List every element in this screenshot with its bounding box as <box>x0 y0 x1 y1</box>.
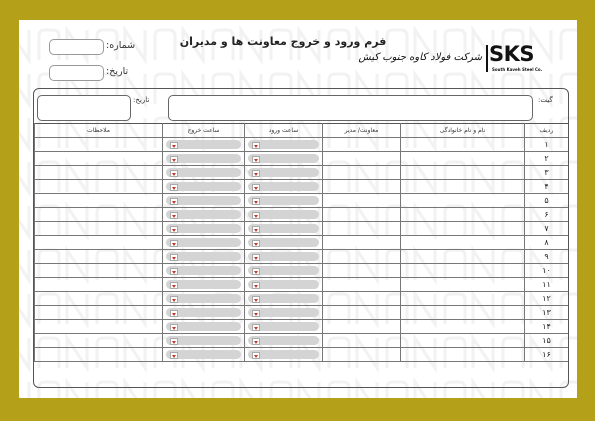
dropdown-caret-icon[interactable] <box>170 268 178 275</box>
dropdown-caret-icon[interactable] <box>252 324 260 331</box>
dropdown-caret-icon[interactable] <box>252 254 260 261</box>
date-label: تاریخ: <box>106 66 129 77</box>
dropdown-caret-icon[interactable] <box>170 240 178 247</box>
deputy-cell[interactable] <box>323 194 401 208</box>
name-cell[interactable] <box>401 194 525 208</box>
row-number: ۱۱ <box>525 278 569 292</box>
deputy-cell[interactable] <box>323 180 401 194</box>
dropdown-caret-icon[interactable] <box>252 226 260 233</box>
notes-cell[interactable] <box>35 278 163 292</box>
exit-time-dropdown[interactable] <box>166 336 241 345</box>
row-number: ۱ <box>525 138 569 152</box>
exit-time-dropdown[interactable] <box>166 294 241 303</box>
company-name-fa: شرکت فولاد کاوه جنوب کیش <box>358 52 482 63</box>
name-cell[interactable] <box>401 208 525 222</box>
entry-time-dropdown[interactable] <box>248 182 319 191</box>
dropdown-caret-icon[interactable] <box>170 324 178 331</box>
table-row <box>35 320 569 334</box>
row-number: ۵ <box>525 194 569 208</box>
exit-time-cell <box>163 250 245 264</box>
entry-time-cell <box>245 278 323 292</box>
company-logo: SKS <box>489 42 535 66</box>
row-number: ۱۳ <box>525 306 569 320</box>
dropdown-caret-icon[interactable] <box>252 268 260 275</box>
name-cell[interactable] <box>401 222 525 236</box>
page-title: فرم ورود و خروج معاونت ها و مدیران <box>179 35 387 48</box>
deputy-cell[interactable] <box>323 348 401 362</box>
guest-label: گیت: <box>538 96 553 104</box>
name-cell[interactable] <box>401 334 525 348</box>
exit-time-cell <box>163 236 245 250</box>
table-header-row <box>35 123 569 138</box>
info-bar <box>34 89 568 124</box>
notes-cell[interactable] <box>35 250 163 264</box>
entry-time-dropdown[interactable] <box>248 350 319 359</box>
notes-cell[interactable] <box>35 208 163 222</box>
exit-time-dropdown[interactable] <box>166 196 241 205</box>
entry-time-cell <box>245 264 323 278</box>
table-row <box>35 208 569 222</box>
entry-time-dropdown[interactable] <box>248 294 319 303</box>
dropdown-caret-icon[interactable] <box>170 352 178 359</box>
exit-time-cell <box>163 348 245 362</box>
form-frame <box>33 88 569 388</box>
table-row <box>35 166 569 180</box>
dropdown-caret-icon[interactable] <box>170 282 178 289</box>
dropdown-caret-icon[interactable] <box>170 156 178 163</box>
number-label: شماره: <box>106 40 136 51</box>
entry-time-cell <box>245 236 323 250</box>
entry-time-dropdown[interactable] <box>248 168 319 177</box>
exit-time-dropdown[interactable] <box>166 350 241 359</box>
row-number: ۱۲ <box>525 292 569 306</box>
entry-time-cell <box>245 208 323 222</box>
deputy-cell[interactable] <box>323 292 401 306</box>
row-number: ۱۶ <box>525 348 569 362</box>
notes-cell[interactable] <box>35 348 163 362</box>
name-cell[interactable] <box>401 306 525 320</box>
dropdown-caret-icon[interactable] <box>252 212 260 219</box>
exit-time-cell <box>163 264 245 278</box>
dropdown-caret-icon[interactable] <box>170 142 178 149</box>
name-cell[interactable] <box>401 180 525 194</box>
row-number: ۴ <box>525 180 569 194</box>
deputy-cell[interactable] <box>323 166 401 180</box>
entry-time-cell <box>245 152 323 166</box>
exit-time-dropdown[interactable] <box>166 168 241 177</box>
exit-time-dropdown[interactable] <box>166 224 241 233</box>
entry-time-dropdown[interactable] <box>248 336 319 345</box>
exit-time-dropdown[interactable] <box>166 182 241 191</box>
row-number: ۷ <box>525 222 569 236</box>
table-row <box>35 180 569 194</box>
entry-time-dropdown[interactable] <box>248 154 319 163</box>
dropdown-caret-icon[interactable] <box>170 212 178 219</box>
dropdown-caret-icon[interactable] <box>252 184 260 191</box>
entry-time-cell <box>245 306 323 320</box>
dropdown-caret-icon[interactable] <box>252 282 260 289</box>
deputy-cell[interactable] <box>323 138 401 152</box>
entry-time-dropdown[interactable] <box>248 266 319 275</box>
guest-input[interactable] <box>168 95 533 121</box>
notes-cell[interactable] <box>35 152 163 166</box>
dropdown-caret-icon[interactable] <box>170 310 178 317</box>
name-cell[interactable] <box>401 250 525 264</box>
deputy-cell[interactable] <box>323 264 401 278</box>
dropdown-caret-icon[interactable] <box>252 170 260 177</box>
notes-cell[interactable] <box>35 306 163 320</box>
exit-time-dropdown[interactable] <box>166 266 241 275</box>
table-row <box>35 152 569 166</box>
row-number: ۳ <box>525 166 569 180</box>
deputy-cell[interactable] <box>323 208 401 222</box>
dropdown-caret-icon[interactable] <box>252 338 260 345</box>
dropdown-caret-icon[interactable] <box>252 156 260 163</box>
row-number: ۶ <box>525 208 569 222</box>
entry-time-cell <box>245 334 323 348</box>
exit-time-cell <box>163 278 245 292</box>
entry-time-cell <box>245 292 323 306</box>
row-number: ۹ <box>525 250 569 264</box>
name-cell[interactable] <box>401 348 525 362</box>
col-row: ردیف <box>525 123 569 138</box>
name-cell[interactable] <box>401 152 525 166</box>
dropdown-caret-icon[interactable] <box>252 310 260 317</box>
notes-cell[interactable] <box>35 334 163 348</box>
exit-time-cell <box>163 208 245 222</box>
entry-time-cell <box>245 348 323 362</box>
name-cell[interactable] <box>401 166 525 180</box>
row-number: ۸ <box>525 236 569 250</box>
entry-time-dropdown[interactable] <box>248 210 319 219</box>
name-cell[interactable] <box>401 292 525 306</box>
exit-time-cell <box>163 222 245 236</box>
dropdown-caret-icon[interactable] <box>252 352 260 359</box>
col-name: نام و نام خانوادگی <box>401 123 525 138</box>
table-row <box>35 278 569 292</box>
dropdown-caret-icon[interactable] <box>252 142 260 149</box>
entry-time-cell <box>245 250 323 264</box>
dropdown-caret-icon[interactable] <box>170 170 178 177</box>
deputy-cell[interactable] <box>323 250 401 264</box>
dropdown-caret-icon[interactable] <box>170 226 178 233</box>
deputy-cell[interactable] <box>323 152 401 166</box>
exit-time-cell <box>163 180 245 194</box>
name-cell[interactable] <box>401 320 525 334</box>
dropdown-caret-icon[interactable] <box>170 184 178 191</box>
notes-cell[interactable] <box>35 292 163 306</box>
row-number: ۲ <box>525 152 569 166</box>
table-row <box>35 264 569 278</box>
notes-cell[interactable] <box>35 222 163 236</box>
exit-time-dropdown[interactable] <box>166 140 241 149</box>
name-cell[interactable] <box>401 138 525 152</box>
table-row <box>35 194 569 208</box>
exit-time-cell <box>163 292 245 306</box>
exit-time-cell <box>163 306 245 320</box>
notes-cell[interactable] <box>35 194 163 208</box>
entry-time-dropdown[interactable] <box>248 280 319 289</box>
exit-time-cell <box>163 152 245 166</box>
notes-cell[interactable] <box>35 166 163 180</box>
entry-time-cell <box>245 320 323 334</box>
table-row <box>35 236 569 250</box>
dropdown-caret-icon[interactable] <box>170 338 178 345</box>
dropdown-caret-icon[interactable] <box>252 198 260 205</box>
table-row <box>35 306 569 320</box>
table-row <box>35 138 569 152</box>
notes-cell[interactable] <box>35 236 163 250</box>
exit-time-cell <box>163 194 245 208</box>
entry-time-dropdown[interactable] <box>248 140 319 149</box>
name-cell[interactable] <box>401 264 525 278</box>
deputy-cell[interactable] <box>323 278 401 292</box>
notes-cell[interactable] <box>35 138 163 152</box>
logo-divider <box>486 45 488 72</box>
date-field[interactable] <box>49 65 104 81</box>
table-row <box>35 250 569 264</box>
table-row <box>35 334 569 348</box>
table-row <box>35 292 569 306</box>
notes-cell[interactable] <box>35 180 163 194</box>
col-exit-time: ساعت خروج <box>163 123 245 138</box>
entry-time-cell <box>245 180 323 194</box>
deputy-cell[interactable] <box>323 236 401 250</box>
exit-time-cell <box>163 320 245 334</box>
exit-time-cell <box>163 334 245 348</box>
dropdown-caret-icon[interactable] <box>252 240 260 247</box>
name-cell[interactable] <box>401 236 525 250</box>
exit-time-cell <box>163 138 245 152</box>
table-body <box>35 138 569 362</box>
entry-time-cell <box>245 194 323 208</box>
notes-cell[interactable] <box>35 320 163 334</box>
entry-time-dropdown[interactable] <box>248 196 319 205</box>
dropdown-caret-icon[interactable] <box>170 254 178 261</box>
table-row <box>35 348 569 362</box>
deputy-cell[interactable] <box>323 334 401 348</box>
exit-time-dropdown[interactable] <box>166 210 241 219</box>
deputy-cell[interactable] <box>323 320 401 334</box>
entry-time-cell <box>245 166 323 180</box>
exit-time-cell <box>163 166 245 180</box>
date-input[interactable] <box>37 95 131 121</box>
entry-table <box>34 123 569 362</box>
dropdown-caret-icon[interactable] <box>170 198 178 205</box>
table-row <box>35 222 569 236</box>
exit-time-dropdown[interactable] <box>166 252 241 261</box>
entry-time-dropdown[interactable] <box>248 308 319 317</box>
entry-time-dropdown[interactable] <box>248 322 319 331</box>
exit-time-dropdown[interactable] <box>166 280 241 289</box>
deputy-cell[interactable] <box>323 222 401 236</box>
exit-time-dropdown[interactable] <box>166 322 241 331</box>
company-name-en: South Kaveh Steel Co. <box>492 67 543 72</box>
col-entry-time: ساعت ورود <box>245 123 323 138</box>
dropdown-caret-icon[interactable] <box>252 296 260 303</box>
number-field[interactable] <box>49 39 104 55</box>
entry-time-dropdown[interactable] <box>248 252 319 261</box>
exit-time-dropdown[interactable] <box>166 308 241 317</box>
row-number: ۱۵ <box>525 334 569 348</box>
row-number: ۱۰ <box>525 264 569 278</box>
entry-time-dropdown[interactable] <box>248 238 319 247</box>
exit-time-dropdown[interactable] <box>166 154 241 163</box>
entry-time-cell <box>245 138 323 152</box>
notes-cell[interactable] <box>35 264 163 278</box>
dropdown-caret-icon[interactable] <box>170 296 178 303</box>
col-deputy: معاونت/ مدیر <box>323 123 401 138</box>
row-number: ۱۴ <box>525 320 569 334</box>
exit-time-dropdown[interactable] <box>166 238 241 247</box>
name-cell[interactable] <box>401 278 525 292</box>
entry-time-cell <box>245 222 323 236</box>
deputy-cell[interactable] <box>323 306 401 320</box>
col-notes: ملاحظات <box>35 123 163 138</box>
info-date-label: تاریخ: <box>133 96 150 104</box>
entry-time-dropdown[interactable] <box>248 224 319 233</box>
